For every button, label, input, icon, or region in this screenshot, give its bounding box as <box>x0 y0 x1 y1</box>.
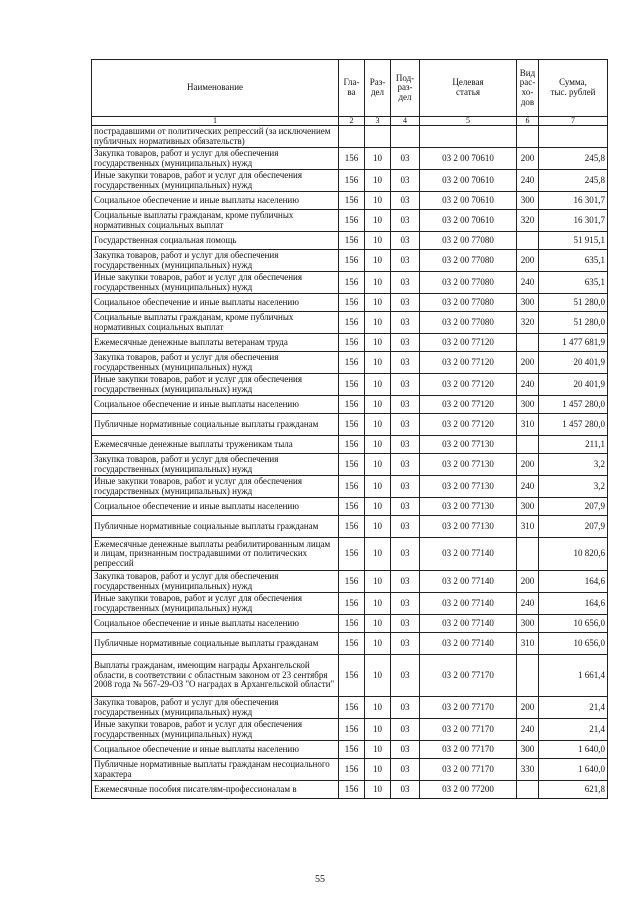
row-name: Закупка товаров, работ и услуг для обеспечения государственных (муниципальных) нужд <box>92 697 339 719</box>
row-name: Ежемесячные денежные выплаты реабилитированным лицам и лицам, признанным пострадавшими от политических репрессий <box>92 538 339 571</box>
row-podrazdel: 03 <box>391 781 420 799</box>
row-podrazdel: 03 <box>391 210 420 232</box>
row-target-article: 03 2 00 77130 <box>420 516 517 538</box>
row-sum: 207,9 <box>539 516 608 538</box>
row-podrazdel: 03 <box>391 593 420 615</box>
row-target-article: 03 2 00 77170 <box>420 719 517 741</box>
row-razdel: 10 <box>365 148 391 170</box>
row-target-article: 03 2 00 77140 <box>420 633 517 655</box>
row-sum: 51 915,1 <box>539 232 608 250</box>
row-expense-type: 300 <box>517 615 539 633</box>
row-target-article: 03 2 00 70610 <box>420 170 517 192</box>
row-name: Иные закупки товаров, работ и услуг для обеспечения государственных (муниципальных) нужд <box>92 272 339 294</box>
row-expense-type <box>517 334 539 352</box>
column-number: 5 <box>420 117 517 126</box>
row-razdel: 10 <box>365 781 391 799</box>
row-target-article: 03 2 00 70610 <box>420 192 517 210</box>
row-expense-type: 240 <box>517 719 539 741</box>
table-row <box>92 334 608 352</box>
row-razdel: 10 <box>365 719 391 741</box>
row-target-article: 03 2 00 77170 <box>420 655 517 697</box>
table-row <box>92 436 608 454</box>
row-podrazdel: 03 <box>391 476 420 498</box>
row-podrazdel: 03 <box>391 454 420 476</box>
table-row <box>92 781 608 799</box>
row-name: Публичные нормативные социальные выплаты гражданам <box>92 633 339 655</box>
row-razdel: 10 <box>365 571 391 593</box>
row-podrazdel: 03 <box>391 352 420 374</box>
table-row <box>92 148 608 170</box>
row-glava: 156 <box>339 374 365 396</box>
row-expense-type <box>517 436 539 454</box>
row-sum <box>539 126 608 148</box>
row-razdel: 10 <box>365 192 391 210</box>
row-expense-type: 310 <box>517 414 539 436</box>
table-row <box>92 396 608 414</box>
row-target-article: 03 2 00 77130 <box>420 436 517 454</box>
row-glava: 156 <box>339 396 365 414</box>
table-row <box>92 352 608 374</box>
row-glava: 156 <box>339 210 365 232</box>
column-number: 6 <box>517 117 539 126</box>
row-razdel: 10 <box>365 250 391 272</box>
row-target-article <box>420 126 517 148</box>
row-razdel: 10 <box>365 516 391 538</box>
row-razdel: 10 <box>365 741 391 759</box>
row-glava: 156 <box>339 571 365 593</box>
table-row <box>92 538 608 571</box>
row-podrazdel: 03 <box>391 396 420 414</box>
row-glava: 156 <box>339 615 365 633</box>
table-row <box>92 232 608 250</box>
row-sum: 245,8 <box>539 148 608 170</box>
row-sum: 1 457 280,0 <box>539 414 608 436</box>
row-podrazdel: 03 <box>391 294 420 312</box>
row-expense-type: 330 <box>517 759 539 781</box>
row-sum: 1 457 280,0 <box>539 396 608 414</box>
table-header-row <box>92 60 608 117</box>
row-razdel: 10 <box>365 334 391 352</box>
row-glava: 156 <box>339 170 365 192</box>
row-target-article: 03 2 00 77130 <box>420 454 517 476</box>
row-glava: 156 <box>339 516 365 538</box>
row-razdel: 10 <box>365 454 391 476</box>
table-row <box>92 759 608 781</box>
table-row <box>92 374 608 396</box>
row-sum: 20 401,9 <box>539 374 608 396</box>
row-name: Социальные выплаты гражданам, кроме публичных нормативных социальных выплат <box>92 210 339 232</box>
row-expense-type <box>517 126 539 148</box>
table-row <box>92 126 608 148</box>
row-target-article: 03 2 00 70610 <box>420 210 517 232</box>
row-name: Социальное обеспечение и иные выплаты населению <box>92 615 339 633</box>
row-glava: 156 <box>339 454 365 476</box>
row-podrazdel: 03 <box>391 516 420 538</box>
table-row <box>92 210 608 232</box>
table-row <box>92 250 608 272</box>
row-podrazdel: 03 <box>391 719 420 741</box>
row-razdel: 10 <box>365 210 391 232</box>
row-sum: 10 820,6 <box>539 538 608 571</box>
row-name: Закупка товаров, работ и услуг для обеспечения государственных (муниципальных) нужд <box>92 571 339 593</box>
row-sum: 1 661,4 <box>539 655 608 697</box>
row-razdel: 10 <box>365 615 391 633</box>
row-expense-type: 200 <box>517 250 539 272</box>
row-name: пострадавшими от политических репрессий (за исключением публичных нормативных обязательств) <box>92 126 339 148</box>
row-podrazdel: 03 <box>391 571 420 593</box>
row-name: Иные закупки товаров, работ и услуг для обеспечения государственных (муниципальных) нужд <box>92 374 339 396</box>
row-sum: 635,1 <box>539 272 608 294</box>
table-row <box>92 571 608 593</box>
table-row <box>92 655 608 697</box>
row-expense-type: 240 <box>517 170 539 192</box>
row-expense-type: 200 <box>517 352 539 374</box>
row-expense-type: 320 <box>517 210 539 232</box>
row-podrazdel: 03 <box>391 498 420 516</box>
row-razdel: 10 <box>365 232 391 250</box>
row-target-article: 03 2 00 77170 <box>420 741 517 759</box>
row-expense-type: 310 <box>517 516 539 538</box>
column-number-row <box>92 117 608 126</box>
row-razdel: 10 <box>365 593 391 615</box>
row-glava: 156 <box>339 593 365 615</box>
row-sum: 635,1 <box>539 250 608 272</box>
row-target-article: 03 2 00 77080 <box>420 294 517 312</box>
row-name: Публичные нормативные социальные выплаты гражданам <box>92 516 339 538</box>
row-razdel: 10 <box>365 633 391 655</box>
table-row <box>92 633 608 655</box>
row-expense-type: 310 <box>517 633 539 655</box>
row-glava: 156 <box>339 655 365 697</box>
row-expense-type: 200 <box>517 697 539 719</box>
row-name: Социальные выплаты гражданам, кроме публичных нормативных социальных выплат <box>92 312 339 334</box>
table-row <box>92 697 608 719</box>
row-podrazdel: 03 <box>391 759 420 781</box>
row-glava: 156 <box>339 476 365 498</box>
row-target-article: 03 2 00 77140 <box>420 538 517 571</box>
row-expense-type: 240 <box>517 272 539 294</box>
row-razdel: 10 <box>365 170 391 192</box>
row-razdel: 10 <box>365 759 391 781</box>
column-number: 2 <box>339 117 365 126</box>
row-glava: 156 <box>339 272 365 294</box>
row-name: Закупка товаров, работ и услуг для обеспечения государственных (муниципальных) нужд <box>92 250 339 272</box>
row-name: Социальное обеспечение и иные выплаты населению <box>92 498 339 516</box>
column-number: 3 <box>365 117 391 126</box>
row-name: Иные закупки товаров, работ и услуг для обеспечения государственных (муниципальных) нужд <box>92 593 339 615</box>
row-sum: 21,4 <box>539 697 608 719</box>
row-podrazdel <box>391 126 420 148</box>
row-expense-type: 300 <box>517 741 539 759</box>
row-razdel: 10 <box>365 396 391 414</box>
row-name: Публичные нормативные социальные выплаты гражданам <box>92 414 339 436</box>
table-row <box>92 498 608 516</box>
row-expense-type: 200 <box>517 571 539 593</box>
row-glava: 156 <box>339 148 365 170</box>
row-sum: 164,6 <box>539 593 608 615</box>
row-name: Ежемесячные пособия писателям-профессионалам в <box>92 781 339 799</box>
row-sum: 20 401,9 <box>539 352 608 374</box>
row-expense-type <box>517 232 539 250</box>
row-podrazdel: 03 <box>391 250 420 272</box>
row-expense-type: 200 <box>517 148 539 170</box>
row-name: Закупка товаров, работ и услуг для обеспечения государственных (муниципальных) нужд <box>92 454 339 476</box>
table-row <box>92 312 608 334</box>
row-podrazdel: 03 <box>391 170 420 192</box>
row-target-article: 03 2 00 77130 <box>420 498 517 516</box>
row-sum: 3,2 <box>539 476 608 498</box>
table-row <box>92 741 608 759</box>
row-target-article: 03 2 00 77080 <box>420 250 517 272</box>
row-target-article: 03 2 00 77170 <box>420 697 517 719</box>
row-sum: 207,9 <box>539 498 608 516</box>
row-name: Иные закупки товаров, работ и услуг для обеспечения государственных (муниципальных) нужд <box>92 170 339 192</box>
row-name: Государственная социальная помощь <box>92 232 339 250</box>
table-body <box>92 126 608 799</box>
table-row <box>92 593 608 615</box>
row-target-article: 03 2 00 77120 <box>420 334 517 352</box>
row-name: Иные закупки товаров, работ и услуг для обеспечения государственных (муниципальных) нужд <box>92 719 339 741</box>
header-sum: Сумма, тыс. рублей <box>539 60 608 117</box>
header-podrazdel: Под- раз- дел <box>391 60 420 117</box>
row-razdel: 10 <box>365 476 391 498</box>
row-podrazdel: 03 <box>391 615 420 633</box>
row-target-article: 03 2 00 77080 <box>420 312 517 334</box>
row-expense-type: 240 <box>517 593 539 615</box>
row-podrazdel: 03 <box>391 374 420 396</box>
header-razdel: Раз- дел <box>365 60 391 117</box>
table-row <box>92 170 608 192</box>
row-target-article: 03 2 00 77120 <box>420 374 517 396</box>
row-expense-type: 240 <box>517 476 539 498</box>
column-number: 7 <box>539 117 608 126</box>
table-row <box>92 454 608 476</box>
row-sum: 1 640,0 <box>539 759 608 781</box>
row-name: Социальное обеспечение и иные выплаты населению <box>92 294 339 312</box>
row-razdel: 10 <box>365 498 391 516</box>
table-row <box>92 272 608 294</box>
row-podrazdel: 03 <box>391 414 420 436</box>
row-name: Социальное обеспечение и иные выплаты населению <box>92 396 339 414</box>
row-name: Закупка товаров, работ и услуг для обеспечения государственных (муниципальных) нужд <box>92 352 339 374</box>
row-target-article: 03 2 00 77140 <box>420 615 517 633</box>
row-podrazdel: 03 <box>391 334 420 352</box>
row-podrazdel: 03 <box>391 538 420 571</box>
row-podrazdel: 03 <box>391 697 420 719</box>
row-glava: 156 <box>339 192 365 210</box>
row-podrazdel: 03 <box>391 148 420 170</box>
row-expense-type: 200 <box>517 454 539 476</box>
table-row <box>92 192 608 210</box>
row-glava: 156 <box>339 250 365 272</box>
row-sum: 1 640,0 <box>539 741 608 759</box>
row-expense-type: 300 <box>517 498 539 516</box>
row-expense-type: 300 <box>517 294 539 312</box>
row-sum: 621,8 <box>539 781 608 799</box>
row-podrazdel: 03 <box>391 436 420 454</box>
row-sum: 211,1 <box>539 436 608 454</box>
row-glava: 156 <box>339 294 365 312</box>
table-row <box>92 516 608 538</box>
row-target-article: 03 2 00 77120 <box>420 352 517 374</box>
row-glava: 156 <box>339 334 365 352</box>
row-razdel: 10 <box>365 374 391 396</box>
header-target-article: Целевая статья <box>420 60 517 117</box>
row-name: Выплаты гражданам, имеющим награды Архангельской области, в соответствии с областным законом от 23 сентября 2008 года № 567-29-ОЗ "О наградах в Архангельской области" <box>92 655 339 697</box>
row-expense-type: 320 <box>517 312 539 334</box>
row-sum: 3,2 <box>539 454 608 476</box>
row-razdel: 10 <box>365 697 391 719</box>
row-glava: 156 <box>339 436 365 454</box>
table-row <box>92 719 608 741</box>
row-target-article: 03 2 00 77120 <box>420 414 517 436</box>
row-podrazdel: 03 <box>391 741 420 759</box>
budget-table <box>91 59 608 799</box>
page-number: 55 <box>315 874 325 885</box>
row-sum: 51 280,0 <box>539 294 608 312</box>
row-target-article: 03 2 00 77130 <box>420 476 517 498</box>
row-name: Закупка товаров, работ и услуг для обеспечения государственных (муниципальных) нужд <box>92 148 339 170</box>
row-podrazdel: 03 <box>391 312 420 334</box>
column-number: 4 <box>391 117 420 126</box>
row-target-article: 03 2 00 77080 <box>420 272 517 294</box>
row-glava <box>339 126 365 148</box>
row-name: Публичные нормативные выплаты гражданам несоциального характера <box>92 759 339 781</box>
table-row <box>92 414 608 436</box>
row-expense-type: 300 <box>517 192 539 210</box>
header-expense-type: Вид рас- хо- дов <box>517 60 539 117</box>
header-name: Наименование <box>92 60 339 117</box>
row-glava: 156 <box>339 538 365 571</box>
row-sum: 16 301,7 <box>539 210 608 232</box>
row-sum: 164,6 <box>539 571 608 593</box>
header-glava: Гла- ва <box>339 60 365 117</box>
row-podrazdel: 03 <box>391 192 420 210</box>
row-razdel: 10 <box>365 272 391 294</box>
column-number: 1 <box>92 117 339 126</box>
row-glava: 156 <box>339 759 365 781</box>
row-podrazdel: 03 <box>391 633 420 655</box>
row-razdel: 10 <box>365 294 391 312</box>
row-razdel: 10 <box>365 312 391 334</box>
table-row <box>92 615 608 633</box>
row-name: Ежемесячные денежные выплаты труженикам тыла <box>92 436 339 454</box>
row-expense-type: 240 <box>517 374 539 396</box>
row-razdel: 10 <box>365 414 391 436</box>
row-razdel: 10 <box>365 655 391 697</box>
row-expense-type <box>517 655 539 697</box>
row-glava: 156 <box>339 741 365 759</box>
row-glava: 156 <box>339 781 365 799</box>
row-glava: 156 <box>339 697 365 719</box>
row-razdel: 10 <box>365 352 391 374</box>
row-sum: 16 301,7 <box>539 192 608 210</box>
row-name: Социальное обеспечение и иные выплаты населению <box>92 192 339 210</box>
row-sum: 1 477 681,9 <box>539 334 608 352</box>
row-podrazdel: 03 <box>391 232 420 250</box>
row-target-article: 03 2 00 77200 <box>420 781 517 799</box>
row-sum: 51 280,0 <box>539 312 608 334</box>
row-razdel: 10 <box>365 436 391 454</box>
row-target-article: 03 2 00 77080 <box>420 232 517 250</box>
row-glava: 156 <box>339 719 365 741</box>
row-name: Ежемесячные денежные выплаты ветеранам труда <box>92 334 339 352</box>
row-target-article: 03 2 00 77140 <box>420 593 517 615</box>
row-podrazdel: 03 <box>391 655 420 697</box>
row-name: Социальное обеспечение и иные выплаты населению <box>92 741 339 759</box>
row-razdel <box>365 126 391 148</box>
row-target-article: 03 2 00 70610 <box>420 148 517 170</box>
row-expense-type: 300 <box>517 396 539 414</box>
row-name: Иные закупки товаров, работ и услуг для обеспечения государственных (муниципальных) нужд <box>92 476 339 498</box>
row-sum: 21,4 <box>539 719 608 741</box>
row-podrazdel: 03 <box>391 272 420 294</box>
row-sum: 10 656,0 <box>539 633 608 655</box>
row-glava: 156 <box>339 232 365 250</box>
row-expense-type <box>517 538 539 571</box>
row-glava: 156 <box>339 414 365 436</box>
row-sum: 10 656,0 <box>539 615 608 633</box>
row-glava: 156 <box>339 498 365 516</box>
row-target-article: 03 2 00 77140 <box>420 571 517 593</box>
row-expense-type <box>517 781 539 799</box>
row-glava: 156 <box>339 633 365 655</box>
table-row <box>92 294 608 312</box>
row-glava: 156 <box>339 352 365 374</box>
row-glava: 156 <box>339 312 365 334</box>
row-razdel: 10 <box>365 538 391 571</box>
table-row <box>92 476 608 498</box>
row-target-article: 03 2 00 77170 <box>420 759 517 781</box>
row-target-article: 03 2 00 77120 <box>420 396 517 414</box>
row-sum: 245,8 <box>539 170 608 192</box>
